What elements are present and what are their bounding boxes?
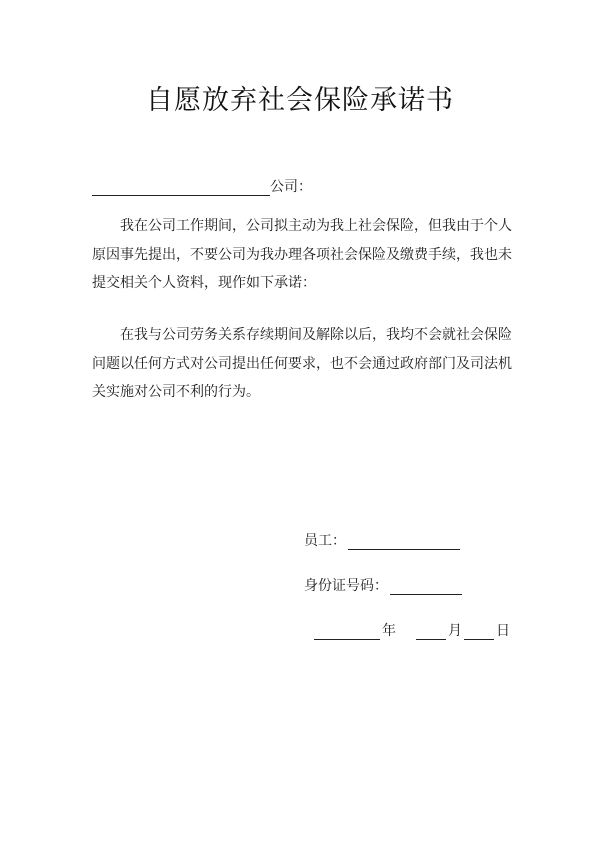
day-label: 日 — [496, 623, 510, 639]
id-number-row — [304, 575, 462, 595]
id-number-label: 身份证号码： — [304, 578, 388, 594]
month-label: 月 — [448, 623, 462, 639]
day-blank[interactable] — [464, 623, 494, 640]
date-row — [314, 620, 510, 640]
addressee-suffix: 公司： — [270, 179, 312, 195]
employee-signature-row — [304, 530, 460, 550]
addressee-line — [92, 176, 312, 196]
paragraph-1: 我在公司工作期间，公司拟主动为我上社会保险，但我由于个人原因事先提出，不要公司为我办理各项社会保险及缴费手续，我也未提交相关个人资料，现作如下承诺： — [92, 218, 512, 291]
paragraph-2: 在我与公司劳务关系存续期间及解除以后，我均不会就社会保险问题以任何方式对公司提出任何要求，也不会通过政府部门及司法机关实施对公司不利的行为。 — [92, 327, 512, 400]
document-title: 自愿放弃社会保险承诺书 — [146, 85, 454, 116]
id-number-blank[interactable] — [390, 578, 462, 595]
month-blank[interactable] — [416, 623, 446, 640]
employee-label: 员工： — [304, 533, 346, 549]
company-name-blank[interactable] — [92, 179, 270, 196]
employee-name-blank[interactable] — [348, 533, 460, 550]
year-label: 年 — [382, 623, 396, 639]
year-blank[interactable] — [314, 623, 380, 640]
